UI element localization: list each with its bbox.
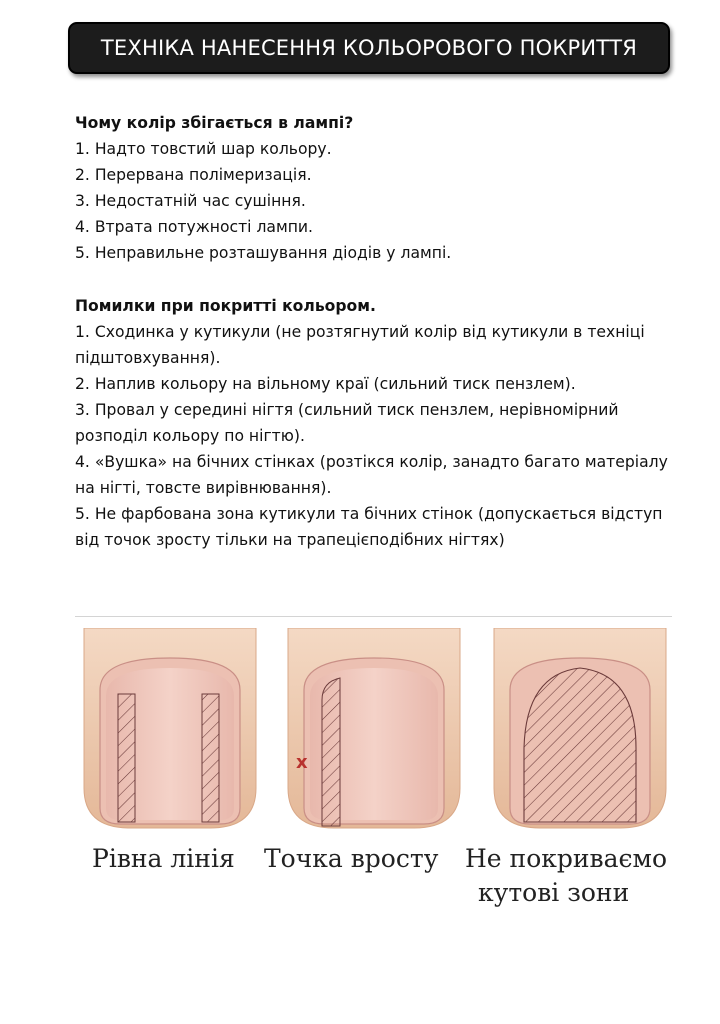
- nail-straight-line: [84, 628, 256, 828]
- caption-straight-line: Рівна лінія: [92, 844, 235, 873]
- list-item: 5. Неправильне розташування діодів у лампі.: [75, 244, 452, 262]
- text-content: [75, 110, 680, 553]
- list-item: 3. Недостатній час сушіння.: [75, 192, 306, 210]
- spacer: [75, 266, 680, 293]
- list-item: 4. «Вушка» на бічних стінках (розтікся колір, занадто багато матеріалу на нігті, товсте вирівнювання).: [75, 453, 668, 497]
- section-title-errors: Помилки при покритті кольором.: [75, 297, 376, 315]
- caption-no-cover: Не покриваємо: [465, 844, 668, 873]
- list-item: 1. Сходинка у кутикули (не розтягнутий колір від кутикули в техніці підштовхування).: [75, 323, 645, 367]
- nail-growth-point: [288, 628, 460, 828]
- list-item: 1. Надто товстий шар кольору.: [75, 140, 332, 158]
- list-item: 4. Втрата потужності лампи.: [75, 218, 314, 236]
- list-lamp-causes: [75, 136, 680, 266]
- title-bar: [68, 22, 670, 74]
- page-title: ТЕХНІКА НАНЕСЕННЯ КОЛЬОРОВОГО ПОКРИТТЯ: [100, 36, 638, 60]
- list-coating-errors: [75, 319, 680, 553]
- list-item: 2. Наплив кольору на вільному краї (сильний тиск пензлем).: [75, 375, 576, 393]
- section-title-lamp: Чому колір збігається в лампі?: [75, 114, 354, 132]
- nail-corner-zones: [494, 628, 666, 828]
- list-item: 3. Провал у середині нігтя (сильний тиск пензлем, нерівномірний розподіл кольору по нігтю).: [75, 401, 619, 445]
- caption-growth-point: Точка вросту: [264, 844, 439, 873]
- growth-point-mark: x: [296, 752, 308, 773]
- divider: [75, 616, 672, 617]
- caption-corner-zones: кутові зони: [478, 878, 630, 907]
- list-item: 5. Не фарбована зона кутикули та бічних стінок (допускається відступ від точок зросту тільки на трапецієподібних нігтях): [75, 505, 663, 549]
- list-item: 2. Перервана полімеризація.: [75, 166, 312, 184]
